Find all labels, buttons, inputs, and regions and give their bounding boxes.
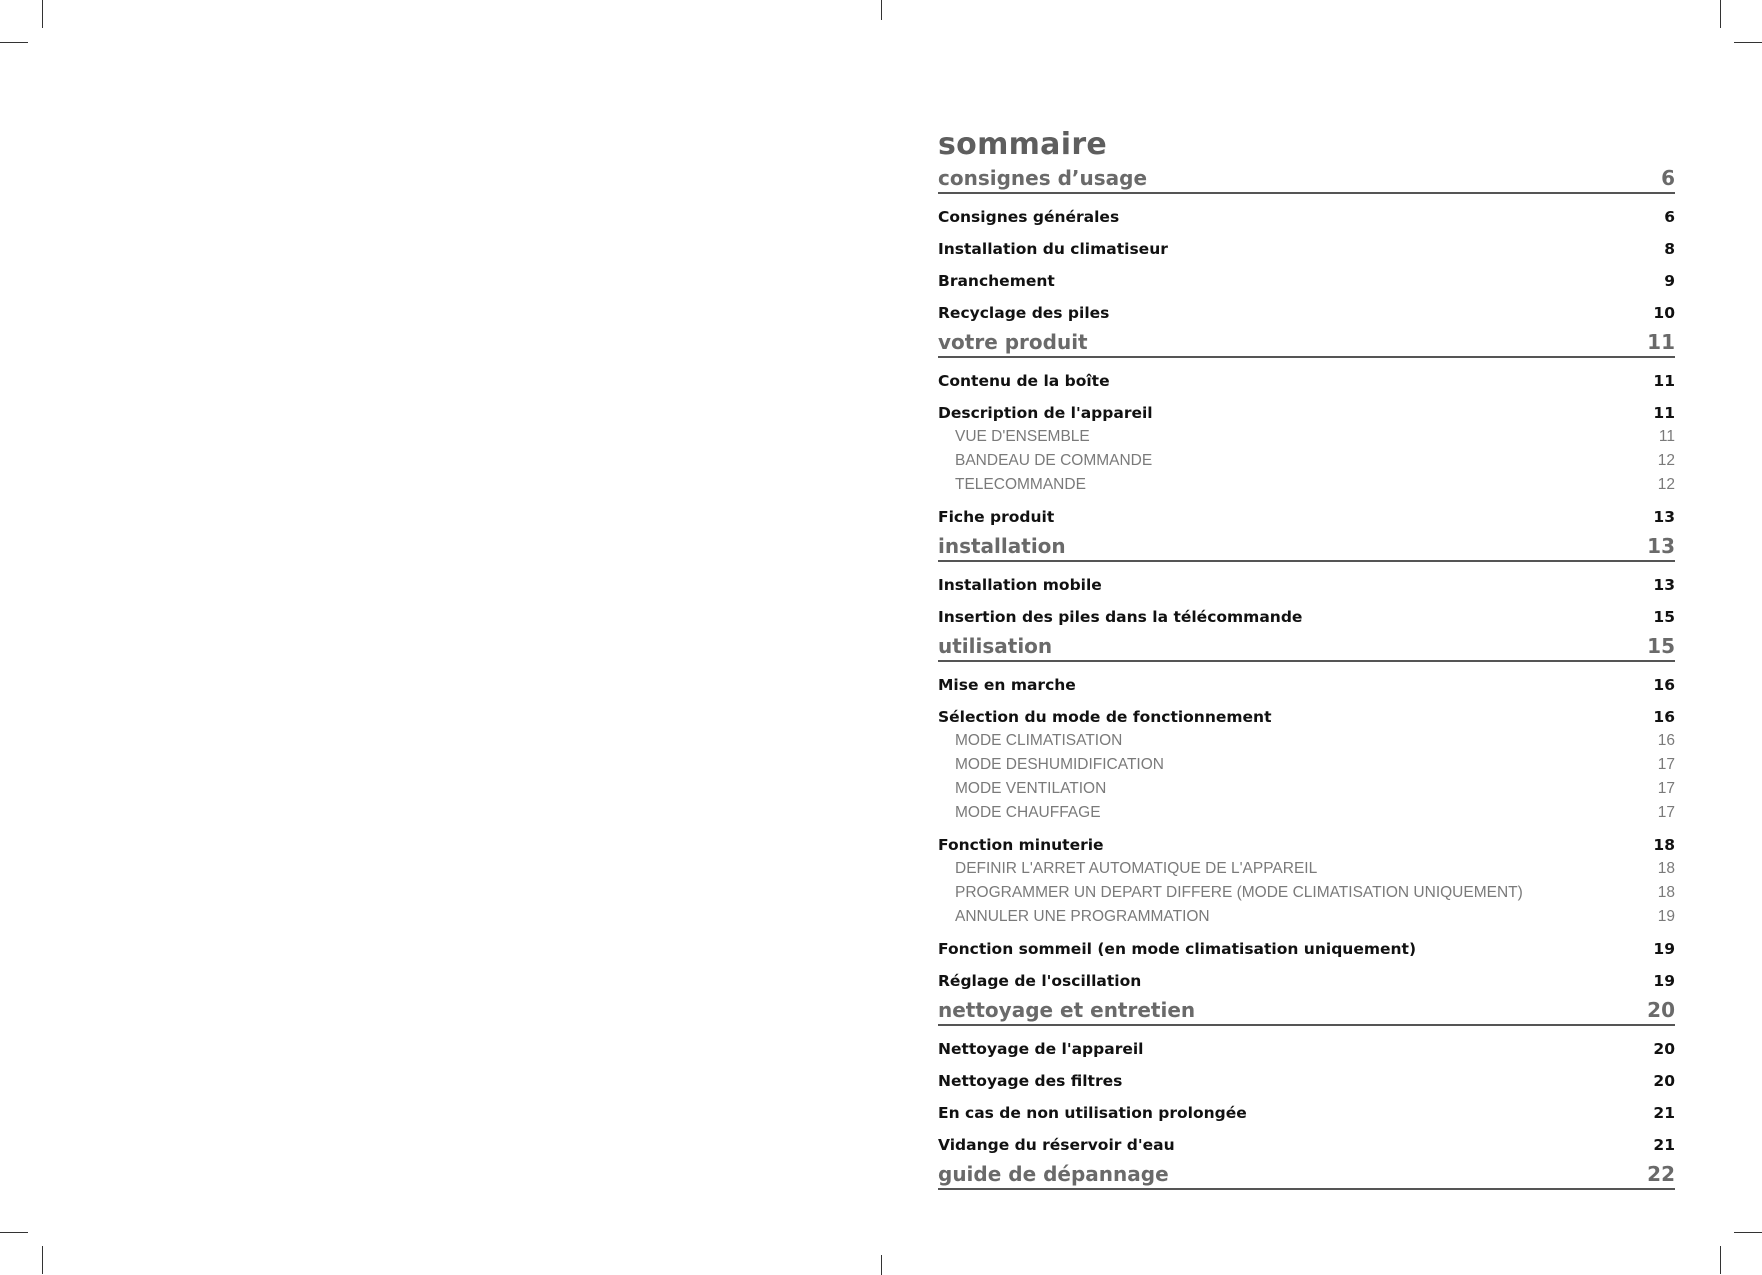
- crop-mark: [0, 42, 28, 43]
- entry-page-number: 8: [1664, 240, 1675, 258]
- crop-mark: [1720, 1246, 1721, 1274]
- entry-page-number: 15: [1653, 608, 1675, 626]
- toc-entry[interactable]: [938, 562, 1675, 596]
- entry-page-number: 21: [1653, 1104, 1675, 1122]
- toc-entry[interactable]: [938, 596, 1675, 628]
- toc-subentry[interactable]: [938, 752, 1675, 776]
- crop-mark: [0, 1232, 28, 1233]
- section-page-number: 6: [1661, 166, 1675, 190]
- toc-subentry[interactable]: [938, 424, 1675, 448]
- subentry-label: MODE VENTILATION: [955, 780, 1107, 797]
- toc-section-heading[interactable]: [938, 1156, 1675, 1190]
- crop-mark: [1720, 0, 1721, 28]
- toc-entry[interactable]: [938, 960, 1675, 992]
- subentry-label: PROGRAMMER UN DEPART DIFFERE (MODE CLIMATISATION UNIQUEMENT): [955, 884, 1523, 901]
- section-title: votre produit: [938, 330, 1088, 354]
- entry-label: Installation mobile: [938, 576, 1102, 594]
- crop-mark: [881, 0, 882, 20]
- crop-mark: [881, 1255, 882, 1275]
- toc-subentry[interactable]: [938, 472, 1675, 496]
- section-title: consignes d’usage: [938, 166, 1148, 190]
- subentry-page-number: 17: [1657, 780, 1675, 797]
- subentry-page-number: 16: [1657, 732, 1675, 749]
- section-title: utilisation: [938, 634, 1053, 658]
- section-title: guide de dépannage: [938, 1162, 1169, 1186]
- subentry-page-number: 12: [1657, 452, 1675, 469]
- entry-page-number: 20: [1653, 1040, 1675, 1058]
- toc-body: [938, 160, 1675, 1190]
- toc-entry[interactable]: [938, 260, 1675, 292]
- entry-label: En cas de non utilisation prolongée: [938, 1104, 1247, 1122]
- toc-entry[interactable]: [938, 662, 1675, 696]
- entry-page-number: 16: [1653, 676, 1675, 694]
- toc-subentry[interactable]: [938, 448, 1675, 472]
- entry-label: Nettoyage des filtres: [938, 1072, 1123, 1090]
- entry-page-number: 10: [1653, 304, 1675, 322]
- toc-subentry[interactable]: [938, 880, 1675, 904]
- subentry-page-number: 19: [1657, 908, 1675, 925]
- entry-label: Description de l'appareil: [938, 404, 1153, 422]
- entry-page-number: 13: [1653, 576, 1675, 594]
- entry-label: Sélection du mode de fonctionnement: [938, 708, 1272, 726]
- subentry-label: MODE CLIMATISATION: [955, 732, 1123, 749]
- toc-entry[interactable]: [938, 824, 1675, 856]
- section-page-number: 11: [1647, 330, 1675, 354]
- entry-label: Vidange du réservoir d'eau: [938, 1136, 1175, 1154]
- toc-entry[interactable]: [938, 358, 1675, 392]
- toc-subentry[interactable]: [938, 856, 1675, 880]
- toc-entry[interactable]: [938, 228, 1675, 260]
- section-title: nettoyage et entretien: [938, 998, 1196, 1022]
- section-page-number: 13: [1647, 534, 1675, 558]
- entry-label: Installation du climatiseur: [938, 240, 1168, 258]
- toc-entry[interactable]: [938, 928, 1675, 960]
- toc-section-heading[interactable]: [938, 324, 1675, 358]
- subentry-page-number: 18: [1657, 860, 1675, 877]
- crop-mark: [1734, 1232, 1762, 1233]
- toc-subentry[interactable]: [938, 904, 1675, 928]
- entry-page-number: 16: [1653, 708, 1675, 726]
- entry-label: Fonction minuterie: [938, 836, 1104, 854]
- subentry-page-number: 11: [1658, 428, 1675, 445]
- entry-page-number: 11: [1653, 372, 1675, 390]
- subentry-page-number: 18: [1657, 884, 1675, 901]
- toc-entry[interactable]: [938, 1026, 1675, 1060]
- entry-label: Recyclage des piles: [938, 304, 1110, 322]
- toc-entry[interactable]: [938, 1060, 1675, 1092]
- subentry-label: MODE DESHUMIDIFICATION: [955, 756, 1164, 773]
- subentry-page-number: 12: [1657, 476, 1675, 493]
- toc-section-heading[interactable]: [938, 528, 1675, 562]
- entry-page-number: 19: [1653, 972, 1675, 990]
- subentry-label: VUE D'ENSEMBLE: [955, 428, 1090, 445]
- toc-section-heading[interactable]: [938, 160, 1675, 194]
- toc-entry[interactable]: [938, 1092, 1675, 1124]
- section-page-number: 20: [1647, 998, 1675, 1022]
- entry-label: Consignes générales: [938, 208, 1120, 226]
- crop-mark: [1734, 42, 1762, 43]
- toc-entry[interactable]: [938, 292, 1675, 324]
- entry-label: Branchement: [938, 272, 1055, 290]
- toc-title: sommaire: [938, 127, 1108, 162]
- toc-entry[interactable]: [938, 1124, 1675, 1156]
- entry-page-number: 13: [1653, 508, 1675, 526]
- entry-label: Fiche produit: [938, 508, 1055, 526]
- entry-label: Fonction sommeil (en mode climatisation uniquement): [938, 940, 1417, 958]
- subentry-label: TELECOMMANDE: [955, 476, 1086, 493]
- entry-label: Contenu de la boîte: [938, 372, 1110, 390]
- subentry-page-number: 17: [1657, 756, 1675, 773]
- entry-page-number: 20: [1653, 1072, 1675, 1090]
- toc-entry[interactable]: [938, 194, 1675, 228]
- entry-page-number: 21: [1653, 1136, 1675, 1154]
- toc-entry[interactable]: [938, 696, 1675, 728]
- entry-label: Mise en marche: [938, 676, 1076, 694]
- entry-page-number: 6: [1664, 208, 1675, 226]
- toc-subentry[interactable]: [938, 776, 1675, 800]
- section-title: installation: [938, 534, 1066, 558]
- entry-page-number: 19: [1653, 940, 1675, 958]
- subentry-label: DEFINIR L'ARRET AUTOMATIQUE DE L'APPAREIL: [955, 860, 1318, 877]
- entry-label: Réglage de l'oscillation: [938, 972, 1142, 990]
- toc-subentry[interactable]: [938, 728, 1675, 752]
- toc-section-heading[interactable]: [938, 992, 1675, 1026]
- toc-subentry[interactable]: [938, 800, 1675, 824]
- subentry-label: ANNULER UNE PROGRAMMATION: [955, 908, 1210, 925]
- table-of-contents: [938, 120, 1675, 1190]
- entry-label: Nettoyage de l'appareil: [938, 1040, 1144, 1058]
- section-page-number: 15: [1647, 634, 1675, 658]
- subentry-label: MODE CHAUFFAGE: [955, 804, 1101, 821]
- entry-page-number: 18: [1653, 836, 1675, 854]
- entry-page-number: 9: [1664, 272, 1675, 290]
- subentry-page-number: 17: [1657, 804, 1675, 821]
- entry-label: Insertion des piles dans la télécommande: [938, 608, 1303, 626]
- entry-page-number: 11: [1653, 404, 1675, 422]
- toc-entry[interactable]: [938, 496, 1675, 528]
- crop-mark: [42, 1246, 43, 1274]
- crop-mark: [42, 0, 43, 28]
- toc-section-heading[interactable]: [938, 628, 1675, 662]
- subentry-label: BANDEAU DE COMMANDE: [955, 452, 1153, 469]
- section-page-number: 22: [1647, 1162, 1675, 1186]
- toc-entry[interactable]: [938, 392, 1675, 424]
